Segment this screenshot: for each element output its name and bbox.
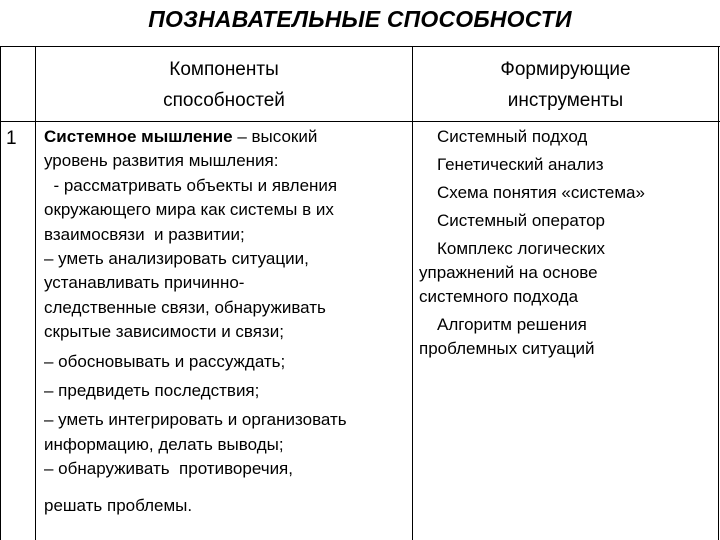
page-title: ПОЗНАВАТЕЛЬНЫЕ СПОСОБНОСТИ: [148, 6, 572, 32]
components-cell: [44, 125, 410, 518]
tools-cell: [419, 125, 717, 361]
tool-item: Системный оператор: [437, 211, 605, 230]
table-header-divider: [0, 121, 720, 122]
table-number-column-divider: [35, 46, 36, 540]
header-tools: [413, 54, 718, 116]
header-components: [36, 54, 412, 116]
table-right-border: [718, 46, 719, 540]
components-line: информацию, делать выводы;: [44, 434, 284, 454]
components-line: – обосновывать и рассуждать;: [44, 351, 286, 371]
components-line: взаимосвязи и развитии;: [44, 224, 245, 244]
table-left-border: [0, 46, 1, 540]
components-line: окружающего мира как системы в их: [44, 200, 334, 220]
table-middle-column-divider: [412, 46, 413, 540]
term-definition-start: – высокий: [232, 127, 318, 146]
table-top-border: [0, 46, 720, 47]
header-tools-line-1: Формирующие: [500, 59, 631, 80]
term-systems-thinking: Системное мышление: [44, 127, 233, 146]
tool-item-continuation: системного подхода: [419, 287, 579, 306]
tool-item: Схема понятия «система»: [437, 183, 645, 202]
components-line: - рассматривать объекты и явления: [44, 175, 338, 195]
header-components-line-2: способностей: [163, 90, 285, 111]
tool-item: Генетический анализ: [437, 155, 604, 174]
components-line: – уметь анализировать ситуации,: [44, 249, 309, 269]
components-line-1: [44, 125, 410, 149]
header-components-line-1: Компоненты: [169, 59, 279, 80]
components-line: скрытые зависимости и связи;: [44, 322, 284, 342]
components-line: следственные связи, обнаруживать: [44, 297, 326, 317]
tool-item: Алгоритм решения: [437, 315, 587, 334]
tool-item-continuation: проблемных ситуаций: [419, 339, 595, 358]
components-line: – обнаруживать противоречия,: [44, 459, 293, 479]
tool-item-continuation: упражнений на основе: [419, 263, 598, 282]
components-line: устанавливать причинно-: [44, 273, 245, 293]
row-number: 1: [6, 128, 17, 149]
tool-item: Комплекс логических: [437, 239, 605, 258]
tool-item: Системный подход: [437, 127, 588, 146]
components-line: решать проблемы.: [44, 495, 193, 515]
components-line: – предвидеть последствия;: [44, 381, 260, 401]
components-line: – уметь интегрировать и организовать: [44, 410, 347, 430]
header-tools-line-2: инструменты: [507, 90, 624, 111]
components-line: уровень развития мышления:: [44, 151, 279, 171]
